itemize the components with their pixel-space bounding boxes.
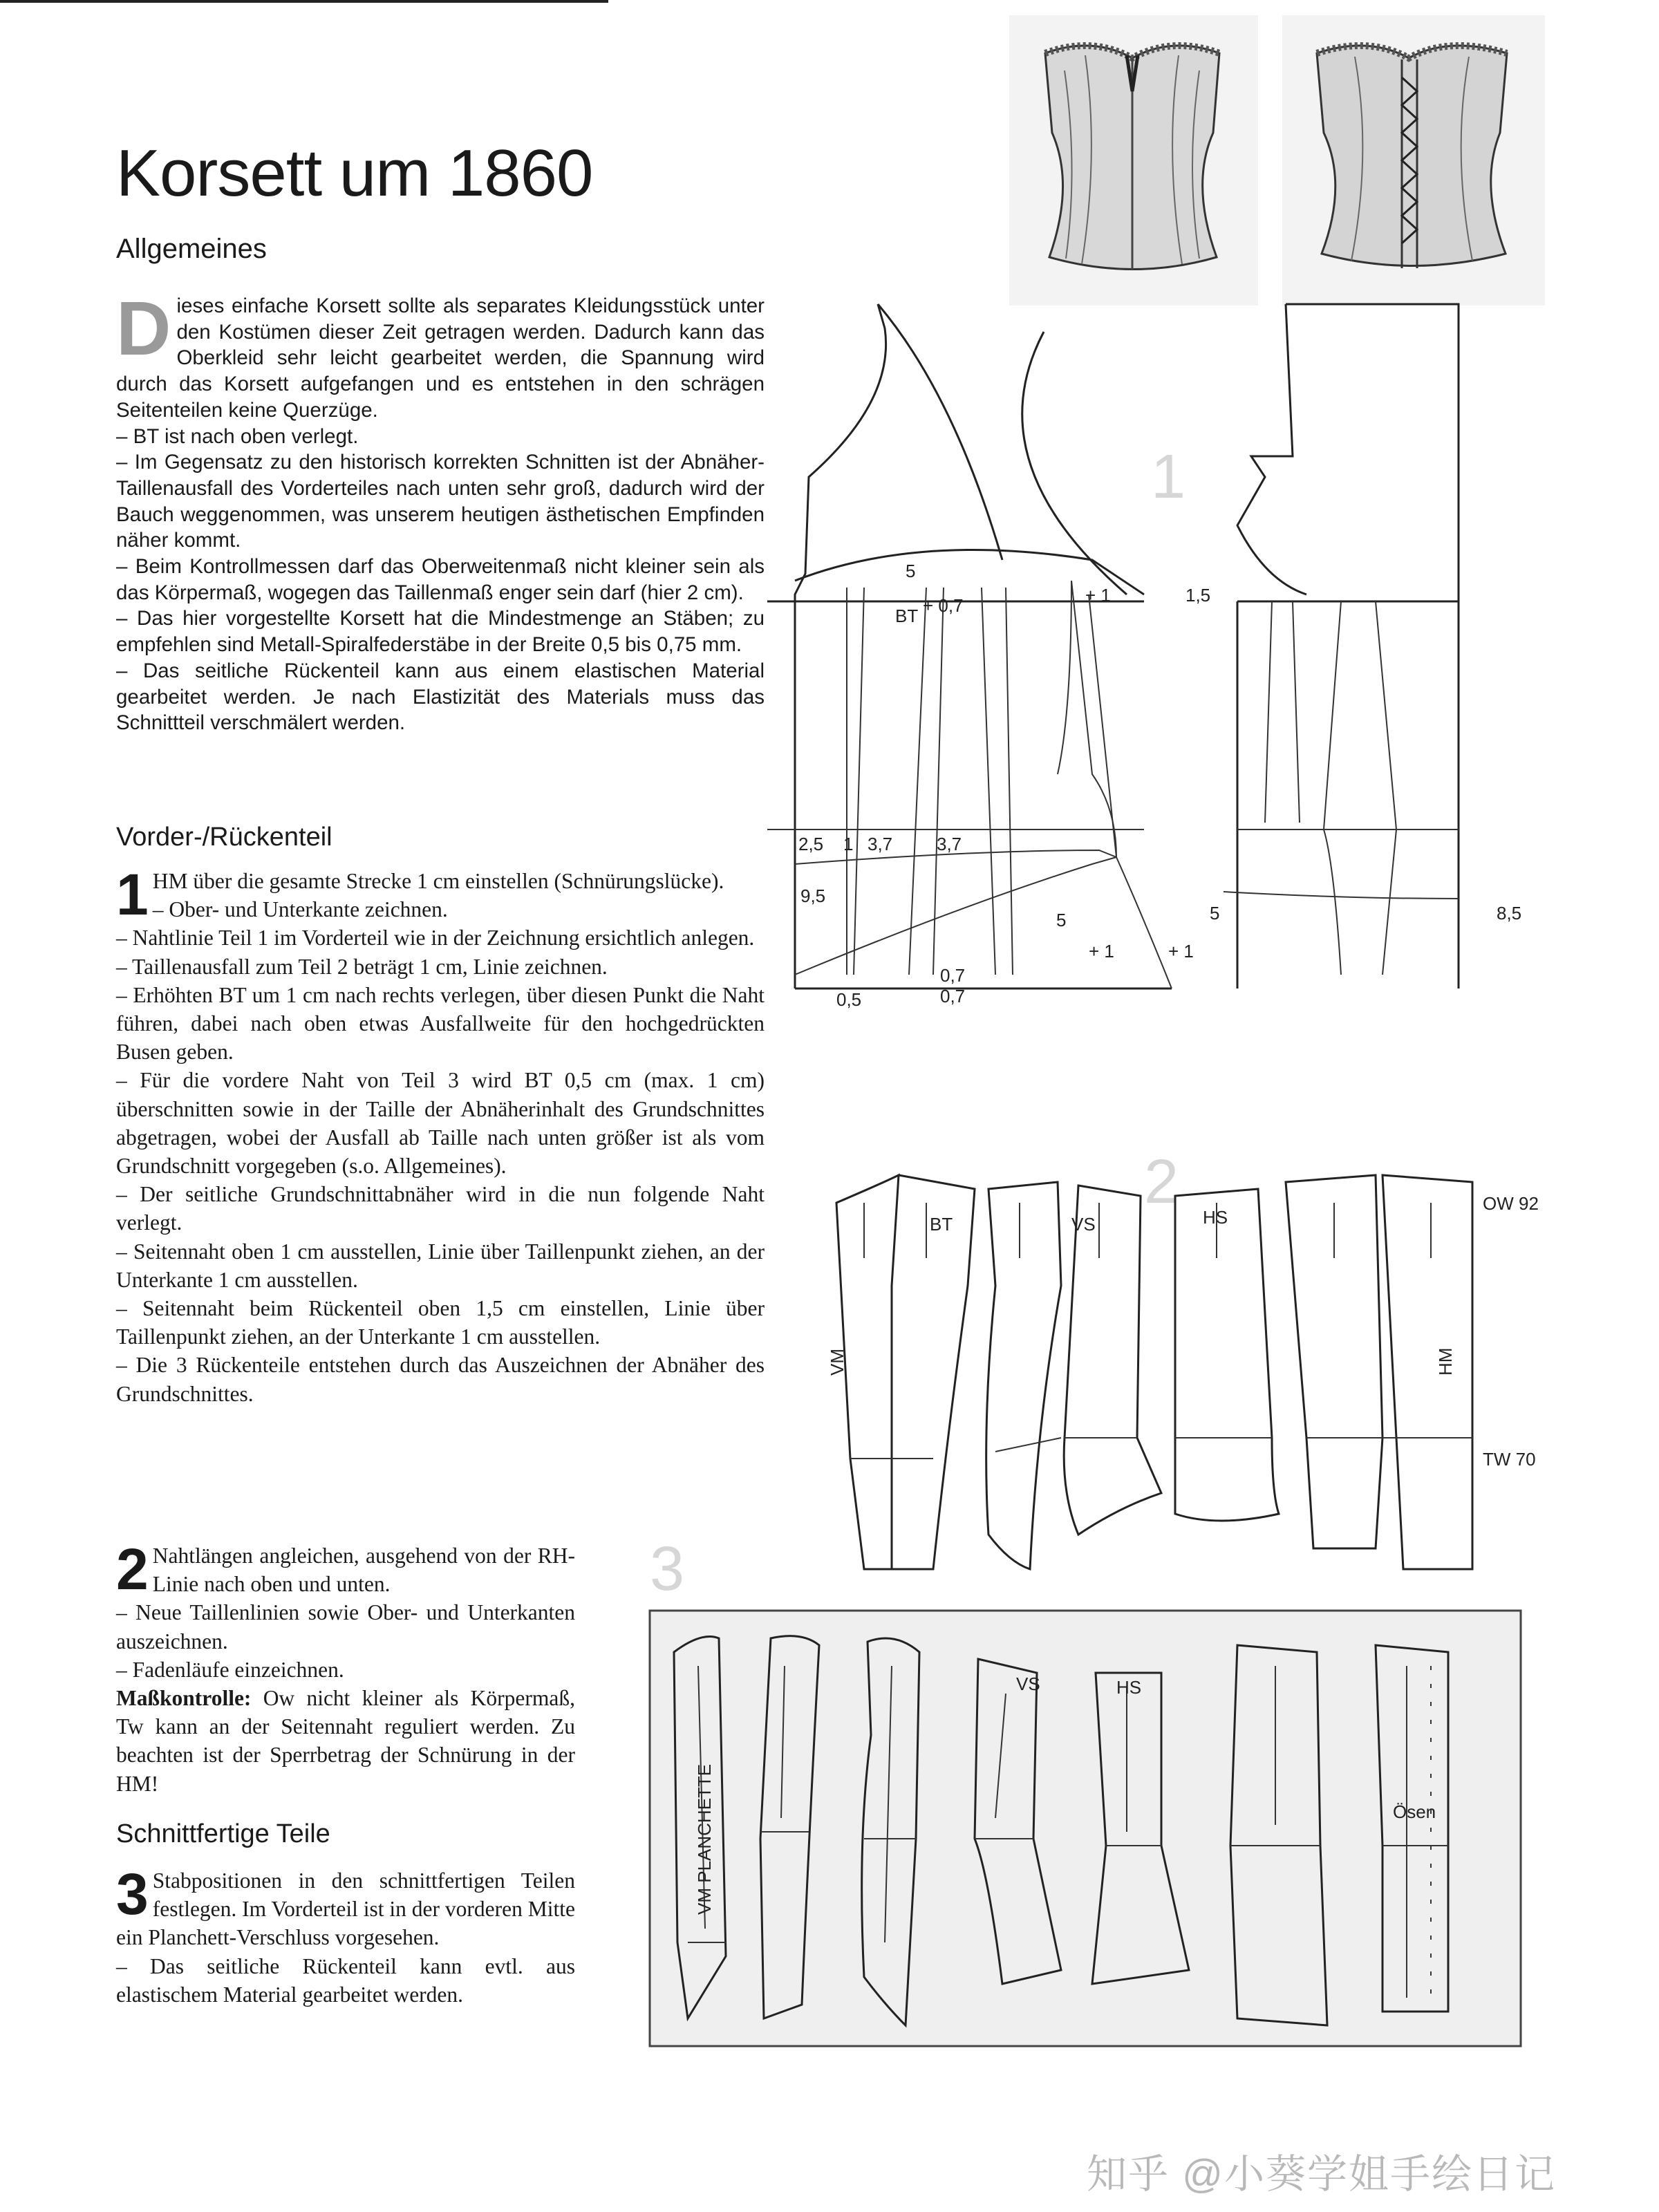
step-line: Stabpositionen in den schnittfertigen Teilen festlegen. Im Vorderteil ist in der vorderen Mitte ein Planchett-Verschluss vorgesehen. [116,1868,575,1950]
bullet: – Das seitliche Rückenteil kann aus einem elastischen Material gearbeitet werden. Je nach Elastizität des Materials muss das Schnittteil verschmälert werden. [116,659,765,735]
step-line: – Die 3 Rückenteile entstehen durch das Auszeichnen der Abnäher des Grundschnittes. [116,1353,765,1406]
diagram-number: 2 [1144,1147,1179,1217]
measure-check-text: Ow nicht kleiner als Körpermaß, Tw kann an der Seitennaht reguliert werden. Zu beachten ist der Sperrbetrag der Schnürung in der HM! [116,1686,575,1796]
pattern-diagram-3 [636,1528,1535,2053]
piece-label: TW 70 [1483,1449,1536,1470]
pattern-diagram-2 [827,1147,1562,1590]
step-line: – Fadenläufe einzeichnen. [116,1657,344,1682]
dim-label: + 1 [1085,585,1111,606]
dim-label: 1 [843,834,854,854]
piece-label: BT [930,1214,953,1235]
step-line: – Neue Taillenlinien sowie Ober- und Unterkanten auszeichnen. [116,1600,575,1653]
step-3-text [116,1862,575,2009]
step-number: 3 [116,1862,149,1927]
piece-label: VS [1071,1214,1096,1235]
intro-paragraph: ieses einfache Korsett sollte als separates Kleidungsstück unter den Kostümen dieser Zeit getragen werden. Dadurch kann das Oberkleid sehr leicht gearbeitet werden, die Spannung wird durch das Korsett aufgefangen und es entstehen in den schrägen Seitenteilen keine Querzüge. [116,294,765,422]
step-line [116,1684,575,1798]
measure-check-label: Maßkontrolle: [116,1686,252,1711]
top-rule [0,0,608,3]
dim-label: BT [895,606,919,626]
drop-cap: D [116,286,171,371]
dim-label: 8,5 [1497,903,1522,924]
step-line: – Das seitliche Rückenteil kann evtl. aus elastischem Material gearbeitet werden. [116,1953,575,2007]
step-line: HM über die gesamte Strecke 1 cm einstellen (Schnürungslücke). [152,869,724,893]
back-piece-draft [1224,304,1459,988]
piece-label: OW 92 [1483,1193,1539,1214]
general-text [116,286,765,736]
watermark: 知乎 @小葵学姐手绘日记 [1087,2152,1556,2197]
corset-illustrations [1009,15,1548,312]
dim-label: 1,5 [1185,585,1211,606]
step-line: Nahtlängen angleichen, ausgehend von der RH-Linie nach oben und unten. [152,1544,575,1597]
dim-label: 0,7 [940,965,966,986]
step-line: – Taillenausfall zum Teil 2 beträgt 1 cm, Linie zeichnen. [116,954,608,979]
dim-label: 0,5 [836,989,862,1010]
dim-label: 5 [1056,910,1067,930]
dim-label: 5 [906,561,916,581]
bullet: – Im Gegensatz zu den historisch korrekten Schnitten ist der Abnäher-Taillenausfall des Vorderteiles nach unten sehr groß, dadurch wird der Bauch weggenommen, was unserem heutigen ästhetischen Empfinden näher kommt. [116,451,765,552]
corset-back-view [1317,46,1507,268]
step-2-text [116,1537,575,1798]
step-line: – Nahtlinie Teil 1 im Vorderteil wie in der Zeichnung ersichtlich anlegen. [116,926,755,950]
bullet: – BT ist nach oben verlegt. [116,424,359,448]
step-line: – Erhöhten BT um 1 cm nach rechts verlegen, über diesen Punkt die Naht führen, dabei nach oben etwas Ausfallweite für den hochgedrückten Busen geben. [116,982,765,1065]
dim-label: 3,7 [868,834,893,854]
step-number: 2 [116,1537,149,1602]
step-line: – Der seitliche Grundschnittabnäher wird in die nun folgende Naht verlegt. [116,1182,765,1235]
diagram-number: 3 [650,1535,685,1604]
diagram-number: 1 [1151,442,1186,512]
step-line: – Seitennaht oben 1 cm ausstellen, Linie über Taillenpunkt ziehen, an der Unterkante 1 cm ausstellen. [116,1239,765,1292]
dim-label: 0,7 [940,986,966,1006]
step-line: – Für die vordere Naht von Teil 3 wird BT 0,5 cm (max. 1 cm) überschnitten sowie in der Taille der Abnäherinhalt des Grundschnittes abgetragen, wobei der Ausfall ab Taille nach unten größer ist als vom Grundschnitt vorgegeben (s.o. Allgemeines). [116,1068,765,1179]
piece-label: Ösen [1393,1801,1436,1822]
dim-label: + 1 [1089,941,1114,962]
front-piece-draft [767,304,1172,988]
dim-label: 5 [1210,903,1220,924]
dim-label: 9,5 [800,885,826,906]
piece-label: VM PLANCHETTE [694,1763,715,1915]
page-title: Korsett um 1860 [116,136,593,210]
dim-label: + 0,7 [923,595,964,616]
step-number: 1 [116,862,149,927]
bullet: – Beim Kontrollmessen darf das Oberweitenmaß nicht kleiner sein als das Körpermaß, wogegen das Taillenmaß enger sein darf (hier 2 cm). [116,555,765,604]
piece-label: HM [1435,1347,1456,1376]
section-heading-front-back: Vorder-/Rückenteil [116,823,332,852]
corset-front-view [1045,46,1219,270]
piece-label: HS [1203,1207,1228,1228]
bullet: – Das hier vorgestellte Korsett hat die Mindestmenge an Stäben; zu empfehlen sind Metall-Spiralfederstäbe in der Breite 0,5 bis 0,75 mm. [116,607,765,657]
section-heading-general: Allgemeines [116,234,267,264]
step-line: – Seitennaht beim Rückenteil oben 1,5 cm einstellen, Linie über Taillenpunkt ziehen, an der Unterkante 1 cm ausstellen. [116,1296,765,1349]
dim-label: + 1 [1168,941,1194,962]
step-1-text [116,862,765,1408]
piece-label: HS [1116,1677,1142,1698]
piece-label: VM [827,1349,847,1376]
step-line: – Ober- und Unterkante zeichnen. [152,897,448,922]
diagram-3-panel [650,1611,1521,2046]
section-heading-finished: Schnittfertige Teile [116,1819,330,1848]
piece-label: VS [1016,1674,1040,1694]
dim-label: 2,5 [798,834,824,854]
dim-label: 3,7 [937,834,962,854]
pattern-diagram-1 [767,297,1522,1161]
